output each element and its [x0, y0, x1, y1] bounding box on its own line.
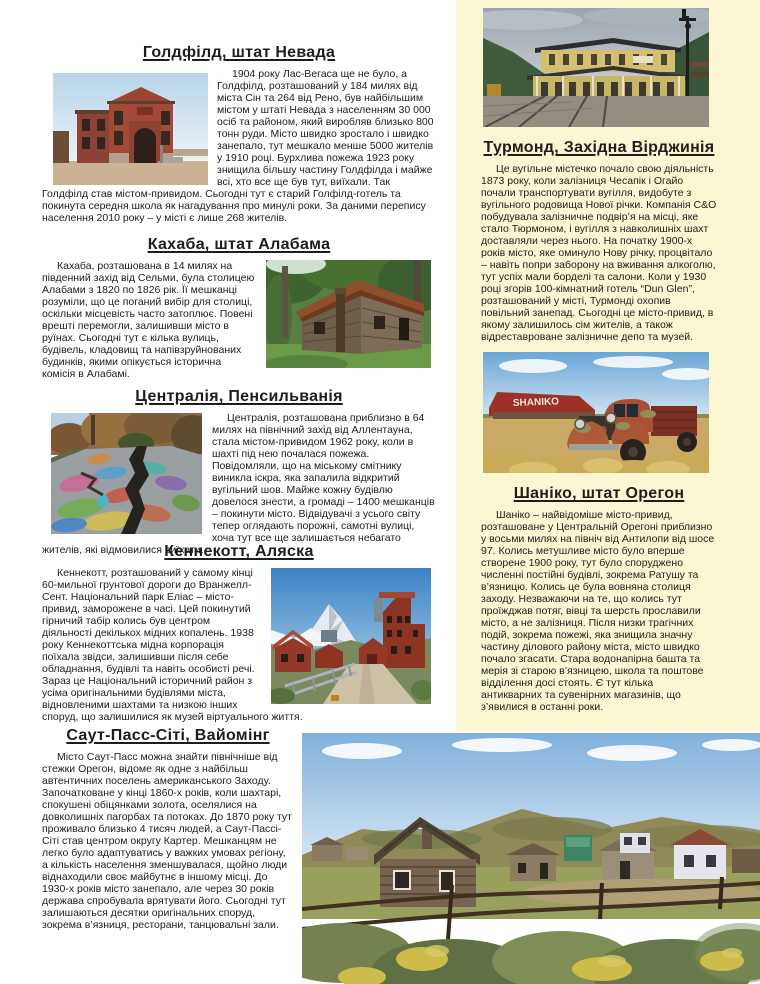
thurmond-body: Це вугільне містечко почало свою діяльність 1873 року, коли залізниця Чесапік і Огайо почали транспортувати вугілля, видобуте з вугільного родовища Нової річки. Компанія C&O побудувала залізничне подвір’я на місці, яке стало Тюрмоном, і вугілля з навколишніх шахт доставляли через нього. На початку 1900-х років місто, яке оминуло Нову річку, процвітало – навіть попри заборону на вживання алкоголю, тут успіх мали борделі та салони. Коли у 1930 році згорів 100-кімнатний готель “Dun Glen”, розташований у місті, Турмонді охопив повільний занепад. Сьогодні це місто-привид, в якому залишилось сім жителів, а також відреставроване залізничне депо та музей.	[481, 163, 717, 343]
shaniko-body: Шаніко – найвідоміше місто-привид, розташоване у Центральній Орегоні приблизно у восьми милях на північ від Антилопи від шосе 97. Колись метушливе місто було вперше створене 1900 року, тут було споруджено численні постійні будівлі, зокрема Ратушу та в’язницю. Колись це була вовняна столиця заходу. Незважаючи на те, що колись тут проїжджав потяг, вівці та шерсть прославили місто, а не залізниця. Після низки трагічних подій, зокрема пожежі, яка знищила значну частину ділового району міста, місто швидко почало згасати. Стара водонапірна башта та мерія зі старою в’язницею, школа та поштове відділення досі стоять. Є тут кілька антикварних та сувенірних магазинів, що з’явилися в останні роки.	[481, 509, 715, 713]
goldfield-body: 1904 року Лас-Вегаса ще не було, а Голдфілд, розташований у 184 милях від міста Сін та 264 від Рено, був найбільшим містом у штаті Невада з населенням 30 000 осіб та районом, який виробляв близько 800 тонн руди. Місто швидко зростало і швидко занепало, тут мешкало менше 5000 жителів у 1910 році. Бурхлива пожежа 1923 року знищила більшу частину Голдфілда і майже всі, хто все ще був тут, виїхали. Так Голдфілд став містом-привидом. Сьогодні тут є старий Голфілд-готель та покинута середня школа як нагадування про минулі роки. За даними перепису населення 2010 року – у місті є лише 268 жителів.	[42, 68, 434, 224]
right-column	[481, 8, 717, 713]
thurmond-title: Турмонд, Західна Вірджинія	[483, 139, 715, 156]
article-centralia	[42, 388, 436, 556]
cahaba-cabin-photo	[266, 260, 431, 368]
kennecott-body: Кеннекотт, розташований у самому кінці 60-мильної грунтової дороги до Вранжелл-Сент. Національний парк Еліас – місто-привид, заморожене в часі. Цей покинутий гірничий табір колись був центром діяльності декількох мідних копалень. 1938 року Кеннекоттська мідна корпорація поїхала звідси, залишивши після себе обладнання, будівлі та навіть особисті речі. Зараз це Національний історичний район з усіма оригінальними будівлями міста, відновленими шахтами та низкою інших споруд, що залишилися як музей віртуального життя.	[42, 567, 303, 723]
shaniko-title: Шаніко, штат Орегон	[513, 485, 685, 502]
thurmond-depot-illustration	[483, 8, 709, 127]
cahaba-title: Кахаба, штат Алабама	[147, 236, 331, 253]
kennecott-flow	[42, 567, 436, 723]
article-southpass	[42, 727, 294, 931]
article-cahaba	[42, 236, 436, 380]
shaniko-truck-photo	[483, 352, 709, 473]
goldfield-title: Голдфілд, штат Невада	[142, 44, 336, 61]
shaniko-barn-roof-sign: SHANIKO	[512, 396, 560, 409]
goldfield-school-illustration	[53, 73, 208, 185]
centralia-title: Централія, Пенсильванія	[135, 388, 343, 405]
shaniko-truck-illustration	[483, 352, 709, 473]
southpass-flow	[42, 751, 294, 931]
cahaba-flow	[42, 260, 436, 380]
southpass-title: Саут-Пасс-Сіті, Вайомінг	[66, 727, 270, 744]
centralia-graffiti-road-photo	[51, 413, 202, 534]
article-goldfield	[42, 44, 436, 224]
southpass-town-illustration	[302, 733, 760, 984]
centralia-body: Централія, розташована приблизно в 64 милях на північний захід від Аллентауна, стала містом-привидом 1962 року, коли в шахті під нею почалася пожежа. Повідомляли, що на міському смітнику виникла іскра, яка запалила відкритий вугільний шов. Майже кожну будівлю довелося знести, а громаді – 1400 мешканців – покинути місто. Відвідувачі з усього світу тепер оглядають порожні, самотні вулиці, хоча тут все ще залишається небагато жителів, які відмовилися виїхати.	[42, 412, 435, 556]
goldfield-school-photo	[53, 73, 208, 185]
kennecott-mine-photo	[271, 568, 431, 704]
centralia-road-illustration	[51, 413, 202, 534]
cahaba-body: Кахаба, розташована в 14 милях на південний захід від Сельми, була столицею Алабами з 1820 по 1826 рік. Її мешканці розуміли, що це поганий вибір для столиці, оскільки місцевість часто затоплює. Повені врешті перемогли, залишивши місто в руїнах. Сьогодні тут є кілька вулиць, будівель, кладовищ та напівзруйнованих будинків, якими опікується історична комісія в Алабамі.	[42, 260, 255, 380]
southpass-town-photo	[302, 733, 760, 984]
kennecott-title: Кеннекотт, Аляска	[164, 543, 314, 560]
goldfield-flow	[42, 68, 436, 224]
thurmond-depot-photo	[483, 8, 709, 127]
kennecott-mine-illustration	[271, 568, 431, 704]
cahaba-cabin-illustration	[266, 260, 431, 368]
centralia-flow	[42, 412, 436, 556]
southpass-body: Місто Саут-Пасс можна знайти північніше від стежки Орегон, відоме як одне з найбільш автентичних поселень американського Заходу. Започатковане у кінці 1860-х років, коли шахтарі, спокушені обіцянками золота, оселялися на довколишніх пагорбах та потоках. До 1870 року тут проживало близько 4 тисяч людей, а Саут-Пассі-Сіті став центром округу Картер. Мешканцям не легко було адаптуватись у важких умовах регіону, а кількість населення зменшувалася, щойно люди віднаходили своє майбутнє в іншому місці. До 1930-х років місто занепало, але через 30 років держава спробувала врятувати його. Сьогодні тут залишаються десятки оригінальних споруд, зокрема в’язниця, ресторани, танцювальні зали.	[42, 751, 292, 931]
article-kennecott	[42, 543, 436, 723]
